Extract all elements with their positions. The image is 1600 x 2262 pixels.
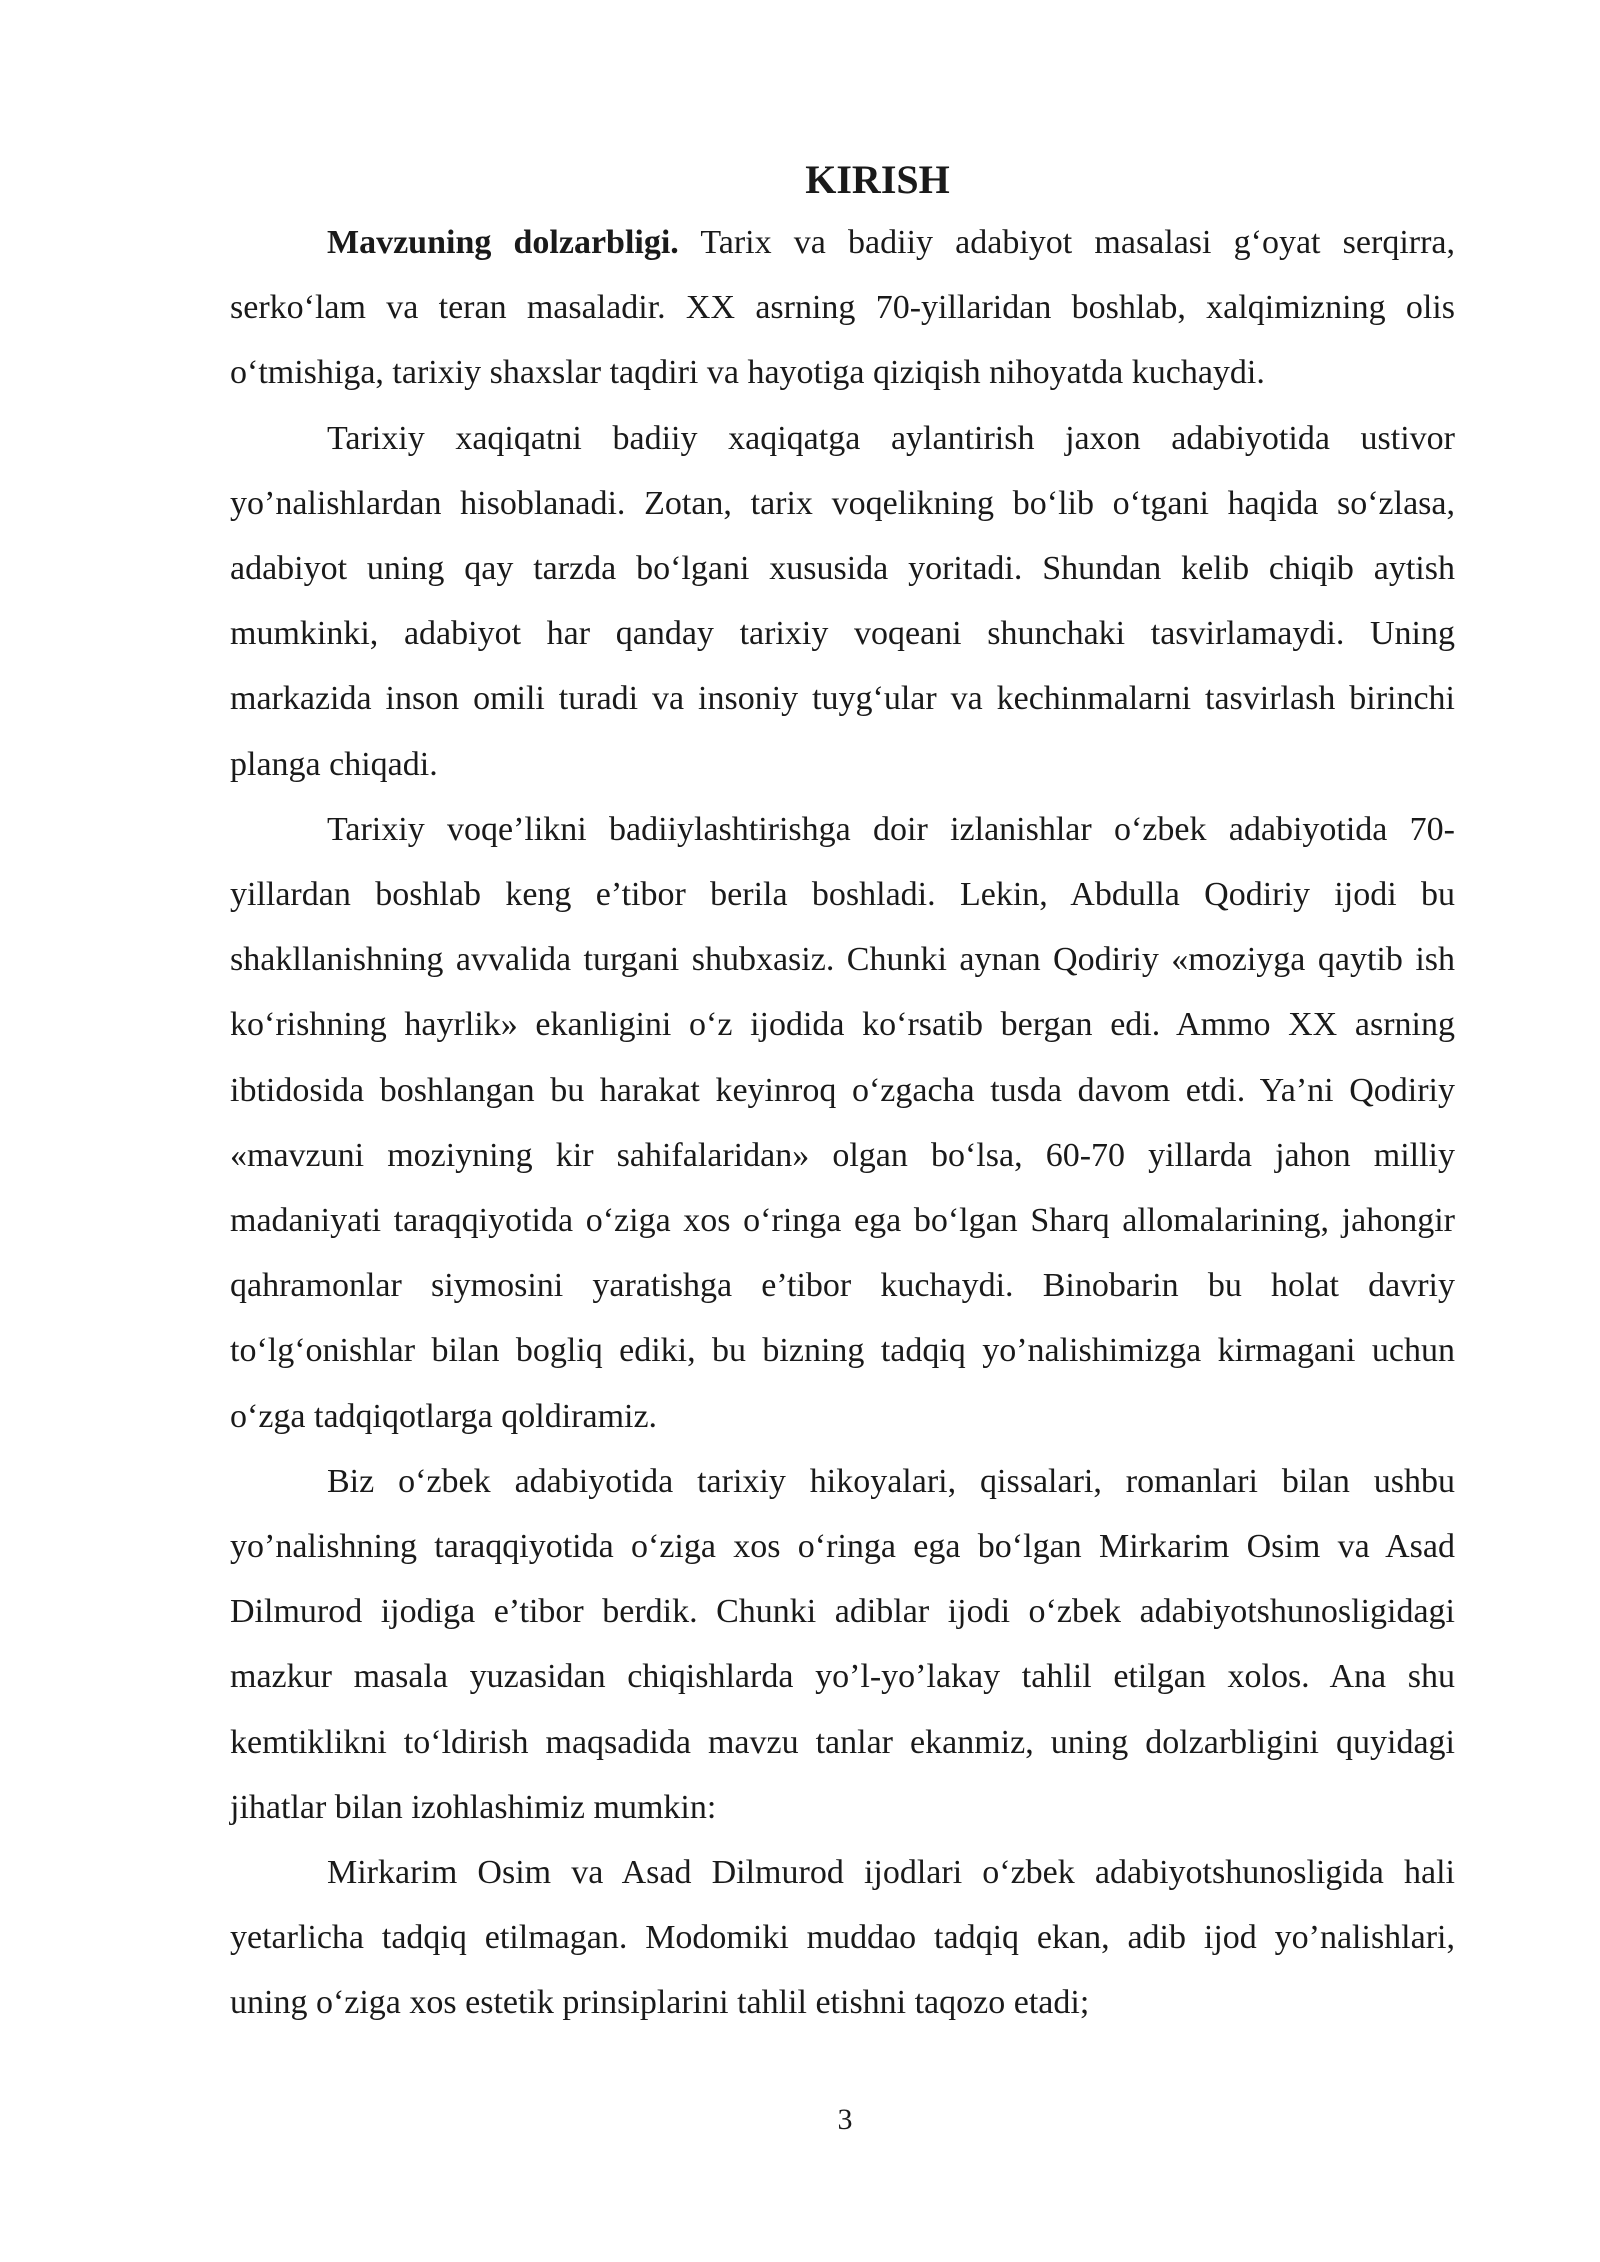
paragraph-text: Tarix va badiiy adabiyot masalasi g‘oyat serqirra, serko‘lam va teran masaladir. XX asrning 70-yillaridan boshlab, xalqimizning olis o‘tmishiga, tarixiy shaxslar taqdiri va hayotiga qiziqish nihoyatda kuchaydi. (230, 224, 1455, 392)
paragraph (230, 406, 1455, 797)
paragraph-text: Tarixiy xaqiqatni badiiy xaqiqatga aylantirish jaxon adabiyotida ustivor yo’nalishlardan hisoblanadi. Zotan, tarix voqelikning bo‘lib o‘tgani haqida so‘zlasa, adabiyot uning qay tarzda bo‘lgani xususida yoritadi. Shundan kelib chiqib aytish mumkinki, adabiyot har qanday tarixiy voqeani shunchaki tasvirlamaydi. Uning markazida inson omili turadi va insoniy tuyg‘ular va kechinmalarni tasvirlash birinchi planga chiqadi. (230, 419, 1455, 783)
paragraph-text: Biz o‘zbek adabiyotida tarixiy hikoyalari, qissalari, romanlari bilan ushbu yo’nalishning taraqqiyotida o‘ziga xos o‘ringa ega bo‘lgan Mirkarim Osim va Asad Dilmurod ijodiga e’tibor berdik. Chunki adiblar ijodi o‘zbek adabiyotshunosligidagi mazkur masala yuzasidan chiqishlarda yo’l-yo’lakay tahlil etilgan xolos. Ana shu kemtiklikni to‘ldirish maqsadida mavzu tanlar ekanmiz, uning dolzarbligini quyidagi jihatlar bilan izohlashimiz mumkin: (230, 1462, 1455, 1826)
paragraph-relevance (230, 210, 1455, 406)
paragraph-text: Tarixiy voqe’likni badiiylashtirishga doir izlanishlar o‘zbek adabiyotida 70-yillardan boshlab keng e’tibor berila boshladi. Lekin, Abdulla Qodiriy ijodi bu shakllanishning avvalida turgani shubxasiz. Chunki aynan Qodiriy «moziyga qaytib ish ko‘rishning hayrlik» ekanligini o‘z ijodida ko‘rsatib bergan edi. Ammo XX asrning ibtidosida boshlangan bu harakat keyinroq o‘zgacha tusda davom etdi. Ya’ni Qodiriy «mavzuni moziyning kir sahifalaridan» olgan bo‘lsa, 60-70 yillarda jahon milliy madaniyati taraqqiyotida o‘ziga xos o‘ringa ega bo‘lgan Sharq allomalarining, jahongir qahramonlar siymosini yaratishga e’tibor kuchaydi. Binobarin bu holat davriy to‘lg‘onishlar bilan bogliq ediki, bu bizning tadqiq yo’nalishimizga kirmagani uchun o‘zga tadqiqotlarga qoldiramiz. (230, 810, 1455, 1435)
paragraph (230, 1449, 1455, 1840)
paragraph (230, 1840, 1455, 2036)
document-title: KIRISH (805, 157, 950, 202)
paragraph (230, 797, 1455, 1449)
paragraph-lead: Mavzuning dolzarbligi. (327, 224, 679, 261)
document-page (230, 150, 1455, 2036)
paragraph-text: Mirkarim Osim va Asad Dilmurod ijodlari o‘zbek adabiyotshunosligida hali yetarlicha tadqiq etilmagan. Modomiki muddao tadqiq ekan, adib ijod yo’nalishlari, uning o‘ziga xos estetik prinsiplarini tahlil etishni taqozo etadi; (230, 1854, 1455, 2022)
page-number: 3 (837, 2103, 853, 2136)
